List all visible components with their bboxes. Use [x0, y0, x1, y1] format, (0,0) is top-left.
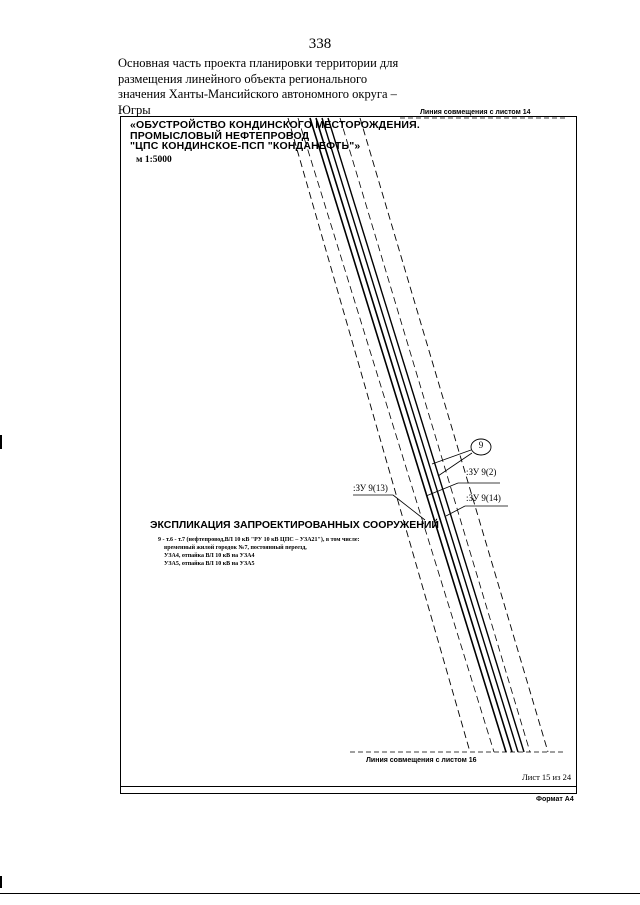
page-number: 338	[308, 36, 332, 52]
intro-line: значения Ханты-Мансийского автономного округа –	[118, 87, 397, 101]
match-line-top-label: Линия совмещения с листом 14	[420, 109, 531, 116]
scan-mark	[0, 435, 2, 449]
intro-line: размещения линейного объекта регионального	[118, 71, 368, 86]
drawing-title-line: «ОБУСТРОЙСТВО КОНДИНСКОГО МЕСТОРОЖДЕНИЯ.	[130, 119, 420, 131]
pipeline-line	[328, 118, 524, 752]
pipeline-line	[310, 118, 506, 752]
boundary-line-inner-right	[340, 118, 530, 752]
legend-line: УЗА5, отпайка ВЛ 10 кВ на УЗА5	[164, 561, 255, 567]
boundary-line-outer-left	[288, 118, 470, 752]
boundary-line-inner-left	[298, 118, 497, 752]
marker-number: 9	[478, 440, 484, 450]
legend-body	[158, 536, 360, 568]
pipeline-line	[316, 118, 512, 752]
match-line-bottom-label: Линия совмещения с листом 16	[366, 757, 477, 764]
legend-line: временный жилой городок №7, постоянный переезд,	[164, 545, 307, 551]
format-label: Формат А4	[536, 796, 574, 803]
parcel-label-zu-9-14: :ЗУ 9(14)	[466, 493, 501, 503]
drawing-title-line: "ЦПС КОНДИНСКОЕ-ПСП "КОНДАНЕФТЬ"»	[130, 140, 361, 152]
zu13-leader	[393, 495, 425, 520]
intro-line: Основная часть проекта планировки территории для	[118, 56, 399, 70]
scale-label: м 1:5000	[136, 155, 172, 165]
drawing-title-line: ПРОМЫСЛОВЫЙ НЕФТЕПРОВОД	[130, 129, 310, 142]
drawing-title	[130, 120, 420, 152]
pipeline-line	[322, 118, 518, 752]
sheet-info: Лист 15 из 24	[522, 772, 572, 782]
parcel-label-zu-9-13: :ЗУ 9(13)	[353, 483, 388, 493]
legend-line: 9 - т.6 - т.7 (нефтепровод,ВЛ 10 кВ "РУ 10 кВ ЦПС – УЗА21"), в том числе:	[158, 537, 360, 543]
marker-leader	[432, 450, 471, 464]
boundary-line-outer-right	[360, 118, 548, 752]
intro-line: Югры	[118, 102, 151, 117]
scan-mark	[0, 876, 2, 888]
legend-title: ЭКСПЛИКАЦИЯ ЗАПРОЕКТИРОВАННЫХ СООРУЖЕНИЙ	[150, 519, 439, 531]
parcel-label-zu-9-2: :ЗУ 9(2)	[466, 467, 497, 477]
legend-line: УЗА4, отпайка ВЛ 10 кВ на УЗА4	[164, 553, 255, 559]
scan-rule	[0, 893, 640, 894]
